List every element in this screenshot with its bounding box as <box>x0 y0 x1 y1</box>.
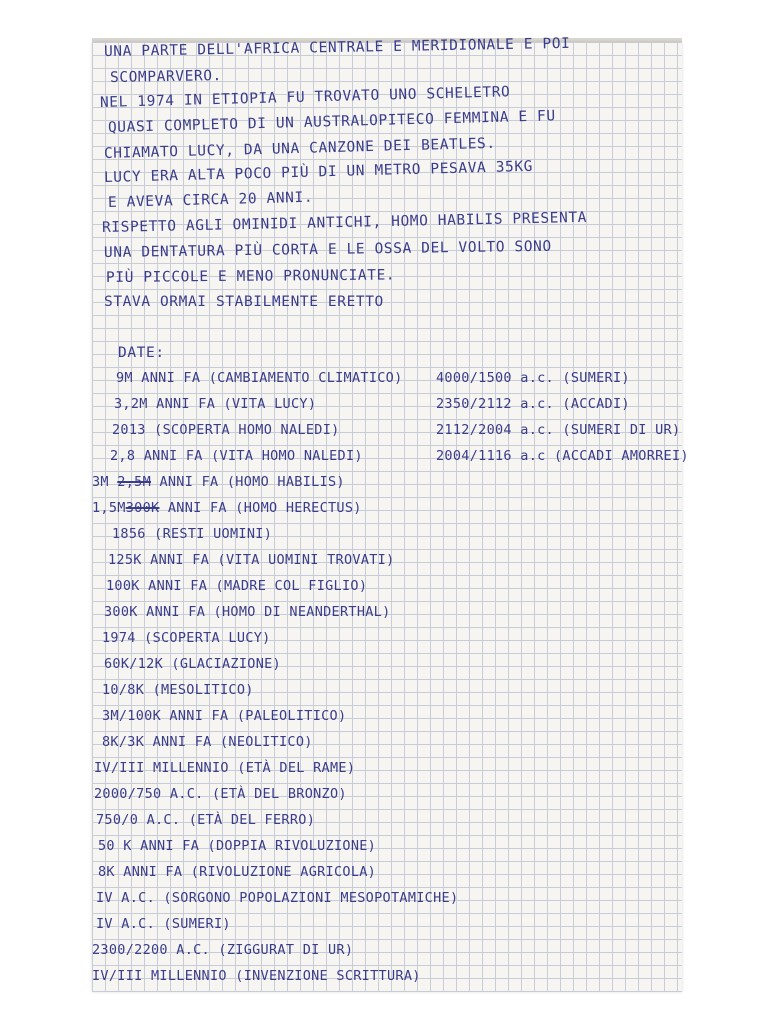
struck-text: 2,5M <box>117 474 152 490</box>
text-line: QUASI COMPLETO DI UN AUSTRALOPITECO FEMMINA E FU <box>107 108 556 136</box>
text-line: UNA PARTE DELL'AFRICA CENTRALE E MERIDIONALE E POI <box>103 35 571 60</box>
text-line: STAVA ORMAI STABILMENTE ERETTO <box>104 294 384 310</box>
struck-text: 300K <box>125 500 160 516</box>
date-entry: 750/0 A.C. (ETÀ DEL FERRO) <box>96 812 316 828</box>
date-entry: 50 K ANNI FA (DOPPIA RIVOLUZIONE) <box>98 838 377 854</box>
date-entry: 8K/3K ANNI FA (NEOLITICO) <box>102 734 313 750</box>
date-entry: 300K ANNI FA (HOMO DI NEANDERTHAL) <box>104 604 391 620</box>
date-entry-right: 2004/1116 a.c (ACCADI AMORREI) <box>436 448 689 464</box>
text-line: RISPETTO AGLI OMINIDI ANTICHI, HOMO HABILIS PRESENTA <box>101 209 588 236</box>
date-entry: 2300/2200 A.C. (ZIGGURAT DI UR) <box>92 942 354 958</box>
date-entry: IV/III MILLENNIO (INVENZIONE SCRITTURA) <box>92 968 421 984</box>
date-entry: IV/III MILLENNIO (ETÀ DEL RAME) <box>94 760 356 776</box>
date-entry: 1,5M300K ANNI FA (HOMO HERECTUS) <box>92 500 362 516</box>
date-entry: 2,8 ANNI FA (VITA HOMO NALEDI) <box>110 448 363 464</box>
date-entry: 1974 (SCOPERTA LUCY) <box>102 630 271 646</box>
text-line: CHIAMATO LUCY, DA UNA CANZONE DEI BEATLES. <box>103 135 496 162</box>
date-entry: 125K ANNI FA (VITA UOMINI TROVATI) <box>108 552 395 568</box>
date-entry: 60K/12K (GLACIAZIONE) <box>104 656 281 672</box>
date-entry: 2013 (SCOPERTA HOMO NALEDI) <box>112 422 340 438</box>
date-entry-right: 2350/2112 a.c. (ACCADI) <box>436 396 630 412</box>
date-entry: 3,2M ANNI FA (VITA LUCY) <box>114 396 317 412</box>
date-entry: IV A.C. (SUMERI) <box>96 916 231 932</box>
date-entry: 3M 2,5M ANNI FA (HOMO HABILIS) <box>92 474 345 490</box>
date-entry: 1856 (RESTI UOMINI) <box>112 526 273 542</box>
date-entry: 100K ANNI FA (MADRE COL FIGLIO) <box>106 578 368 594</box>
date-entry: 8K ANNI FA (RIVOLUZIONE AGRICOLA) <box>98 864 377 880</box>
date-entry: 2000/750 A.C. (ETÀ DEL BRONZO) <box>94 786 347 802</box>
text-line: SCOMPARVERO. <box>109 68 223 86</box>
date-entry: 3M/100K ANNI FA (PALEOLITICO) <box>102 708 347 724</box>
date-entry: 9M ANNI FA (CAMBIAMENTO CLIMATICO) <box>116 370 403 386</box>
text-line: PIÙ PICCOLE E MENO PRONUNCIATE. <box>105 267 396 286</box>
text-line: UNA DENTATURA PIÙ CORTA E LE OSSA DEL VOLTO SONO <box>103 238 552 261</box>
date-entry: 10/8K (MESOLITICO) <box>102 682 254 698</box>
text-line: NEL 1974 IN ETIOPIA FU TROVATO UNO SCHELETRO <box>99 84 511 111</box>
text-line: E AVEVA CIRCA 20 ANNI. <box>107 189 314 211</box>
text-line: LUCY ERA ALTA POCO PIÙ DI UN METRO PESAVA 35KG <box>103 158 534 186</box>
date-entry-right: 4000/1500 a.c. (SUMERI) <box>436 370 630 386</box>
dates-heading: DATE: <box>118 345 165 361</box>
date-entry: IV A.C. (SORGONO POPOLAZIONI MESOPOTAMICHE) <box>96 890 459 906</box>
date-entry-right: 2112/2004 a.c. (SUMERI DI UR) <box>436 422 681 438</box>
